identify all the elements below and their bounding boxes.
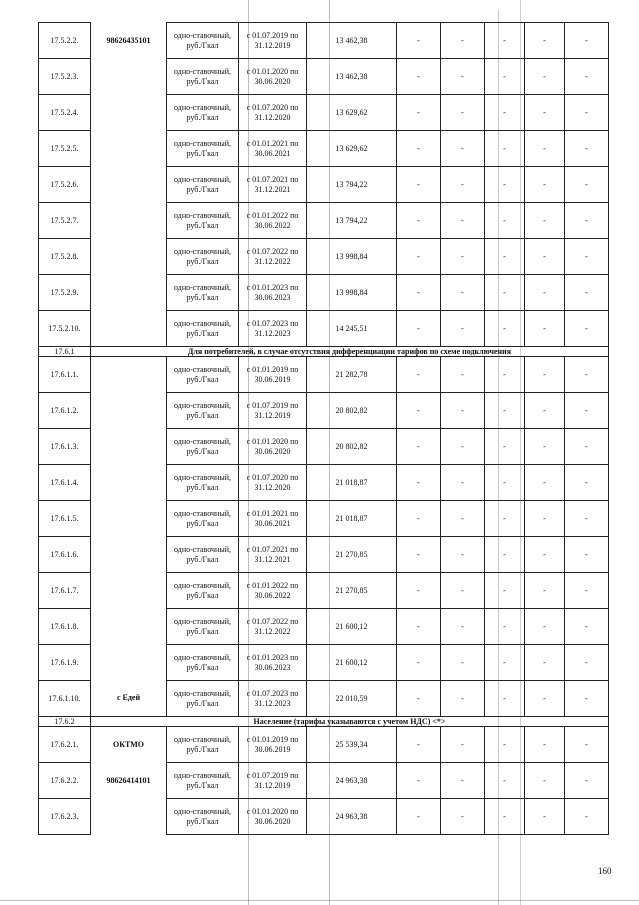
- tariff-type-cell: одно-ставочный, руб./Гкал: [167, 609, 239, 645]
- empty-value-cell: -: [397, 203, 441, 239]
- section-title-cell: Население (тарифы указываются с учетом НДС) <*>: [91, 717, 609, 727]
- empty-value-cell: -: [397, 275, 441, 311]
- period-cell: с 01.01.2021 по 30.06.2021: [239, 131, 307, 167]
- org-cell: [91, 203, 167, 239]
- tariff-type-cell: одно-ставочный, руб./Гкал: [167, 239, 239, 275]
- empty-value-cell: -: [565, 357, 609, 393]
- row-number-cell: 17.6.1.6.: [39, 537, 91, 573]
- empty-value-cell: -: [525, 131, 565, 167]
- period-cell: с 01.07.2021 по 31.12.2021: [239, 537, 307, 573]
- empty-value-cell: -: [565, 311, 609, 347]
- org-cell: [91, 239, 167, 275]
- empty-value-cell: -: [525, 311, 565, 347]
- table-row: [39, 465, 609, 501]
- tariff-type-cell: одно-ставочный, руб./Гкал: [167, 465, 239, 501]
- price-cell: 21 018,87: [307, 465, 397, 501]
- table-row: [39, 609, 609, 645]
- empty-value-cell: -: [485, 727, 525, 763]
- empty-value-cell: -: [441, 645, 485, 681]
- empty-value-cell: -: [485, 167, 525, 203]
- empty-value-cell: -: [565, 275, 609, 311]
- page-number: 160: [598, 866, 612, 876]
- empty-value-cell: -: [397, 23, 441, 59]
- org-cell: [91, 799, 167, 835]
- empty-value-cell: -: [485, 59, 525, 95]
- tariff-type-cell: одно-ставочный, руб./Гкал: [167, 573, 239, 609]
- org-cell: [91, 501, 167, 537]
- org-cell: [91, 275, 167, 311]
- empty-value-cell: -: [565, 645, 609, 681]
- empty-value-cell: -: [441, 501, 485, 537]
- table-row: [39, 203, 609, 239]
- empty-value-cell: -: [565, 203, 609, 239]
- empty-value-cell: -: [565, 573, 609, 609]
- empty-value-cell: -: [565, 393, 609, 429]
- price-cell: 20 802,82: [307, 429, 397, 465]
- empty-value-cell: -: [397, 763, 441, 799]
- empty-value-cell: -: [525, 59, 565, 95]
- empty-value-cell: -: [441, 131, 485, 167]
- period-cell: с 01.07.2022 по 31.12.2022: [239, 239, 307, 275]
- period-cell: с 01.07.2019 по 31.12.2019: [239, 763, 307, 799]
- org-cell: [91, 609, 167, 645]
- table-row: [39, 501, 609, 537]
- empty-value-cell: -: [397, 681, 441, 717]
- period-cell: с 01.01.2022 по 30.06.2022: [239, 203, 307, 239]
- row-number-cell: 17.6.2.3.: [39, 799, 91, 835]
- empty-value-cell: -: [525, 203, 565, 239]
- org-cell: [91, 311, 167, 347]
- empty-value-cell: -: [525, 645, 565, 681]
- empty-value-cell: -: [441, 95, 485, 131]
- empty-value-cell: -: [525, 239, 565, 275]
- empty-value-cell: -: [441, 609, 485, 645]
- row-number-cell: 17.5.2.5.: [39, 131, 91, 167]
- tariff-type-cell: одно-ставочный, руб./Гкал: [167, 537, 239, 573]
- price-cell: 13 462,38: [307, 23, 397, 59]
- empty-value-cell: -: [485, 311, 525, 347]
- empty-value-cell: -: [485, 763, 525, 799]
- period-cell: с 01.07.2019 по 31.12.2019: [239, 393, 307, 429]
- table-row: [39, 393, 609, 429]
- row-number-cell: 17.5.2.10.: [39, 311, 91, 347]
- row-number-cell: 17.6.2.2.: [39, 763, 91, 799]
- empty-value-cell: -: [397, 537, 441, 573]
- empty-value-cell: -: [441, 239, 485, 275]
- row-number-cell: 17.6.1.5.: [39, 501, 91, 537]
- empty-value-cell: -: [525, 501, 565, 537]
- empty-value-cell: -: [397, 131, 441, 167]
- price-cell: 13 462,38: [307, 59, 397, 95]
- period-cell: с 01.01.2019 по 30.06.2019: [239, 727, 307, 763]
- price-cell: 20 802,82: [307, 393, 397, 429]
- price-cell: 21 600,12: [307, 645, 397, 681]
- price-cell: 13 794,22: [307, 203, 397, 239]
- table-row: [39, 23, 609, 59]
- empty-value-cell: -: [441, 275, 485, 311]
- empty-value-cell: -: [525, 23, 565, 59]
- empty-value-cell: -: [441, 763, 485, 799]
- table-row: [39, 537, 609, 573]
- period-cell: с 01.07.2021 по 31.12.2021: [239, 167, 307, 203]
- row-number-cell: 17.6.1.9.: [39, 645, 91, 681]
- table-row: [39, 727, 609, 763]
- scan-artifact-edge: [0, 900, 639, 901]
- empty-value-cell: -: [525, 763, 565, 799]
- period-cell: с 01.01.2020 по 30.06.2020: [239, 59, 307, 95]
- empty-value-cell: -: [397, 465, 441, 501]
- empty-value-cell: -: [485, 393, 525, 429]
- row-number-cell: 17.6.1.7.: [39, 573, 91, 609]
- period-cell: с 01.07.2020 по 31.12.2020: [239, 465, 307, 501]
- row-number-cell: 17.5.2.3.: [39, 59, 91, 95]
- org-cell: 98626435101: [91, 23, 167, 59]
- empty-value-cell: -: [441, 537, 485, 573]
- tariff-type-cell: одно-ставочный, руб./Гкал: [167, 501, 239, 537]
- table-row: [39, 59, 609, 95]
- table-row: [39, 275, 609, 311]
- empty-value-cell: -: [485, 429, 525, 465]
- empty-value-cell: -: [485, 573, 525, 609]
- empty-value-cell: -: [485, 799, 525, 835]
- price-cell: 21 282,78: [307, 357, 397, 393]
- empty-value-cell: -: [397, 609, 441, 645]
- empty-value-cell: -: [485, 609, 525, 645]
- row-number-cell: 17.6.1.10.: [39, 681, 91, 717]
- org-cell: [91, 465, 167, 501]
- empty-value-cell: -: [441, 393, 485, 429]
- empty-value-cell: -: [441, 23, 485, 59]
- empty-value-cell: -: [441, 429, 485, 465]
- empty-value-cell: -: [485, 501, 525, 537]
- section-number-cell: 17.6.2: [39, 717, 91, 727]
- empty-value-cell: -: [525, 465, 565, 501]
- empty-value-cell: -: [485, 95, 525, 131]
- org-cell: [91, 95, 167, 131]
- table-row: [39, 429, 609, 465]
- period-cell: с 01.07.2023 по 31.12.2023: [239, 311, 307, 347]
- tariff-type-cell: одно-ставочный, руб./Гкал: [167, 727, 239, 763]
- empty-value-cell: -: [397, 95, 441, 131]
- empty-value-cell: -: [441, 799, 485, 835]
- org-cell: [91, 573, 167, 609]
- empty-value-cell: -: [485, 239, 525, 275]
- period-cell: с 01.07.2023 по 31.12.2023: [239, 681, 307, 717]
- empty-value-cell: -: [525, 357, 565, 393]
- table-row: [39, 357, 609, 393]
- empty-value-cell: -: [397, 357, 441, 393]
- price-cell: 21 600,12: [307, 609, 397, 645]
- tariff-type-cell: одно-ставочный, руб./Гкал: [167, 59, 239, 95]
- empty-value-cell: -: [525, 537, 565, 573]
- period-cell: с 01.01.2021 по 30.06.2021: [239, 501, 307, 537]
- empty-value-cell: -: [565, 131, 609, 167]
- table-row: [39, 95, 609, 131]
- empty-value-cell: -: [565, 537, 609, 573]
- org-cell: [91, 59, 167, 95]
- empty-value-cell: -: [441, 573, 485, 609]
- empty-value-cell: -: [485, 23, 525, 59]
- empty-value-cell: -: [441, 203, 485, 239]
- empty-value-cell: -: [485, 465, 525, 501]
- empty-value-cell: -: [485, 645, 525, 681]
- table-row: [39, 167, 609, 203]
- empty-value-cell: -: [525, 429, 565, 465]
- price-cell: 14 245,51: [307, 311, 397, 347]
- price-cell: 25 539,34: [307, 727, 397, 763]
- empty-value-cell: -: [397, 573, 441, 609]
- empty-value-cell: -: [397, 167, 441, 203]
- empty-value-cell: -: [441, 465, 485, 501]
- price-cell: 21 270,85: [307, 537, 397, 573]
- row-number-cell: 17.5.2.4.: [39, 95, 91, 131]
- org-cell: [91, 429, 167, 465]
- period-cell: с 01.01.2019 по 30.06.2019: [239, 357, 307, 393]
- scan-artifact-line: [498, 10, 499, 905]
- table-row: [39, 131, 609, 167]
- table-row: [39, 573, 609, 609]
- empty-value-cell: -: [565, 59, 609, 95]
- tariff-table-body: [39, 23, 609, 835]
- scan-artifact-line: [520, 0, 521, 905]
- empty-value-cell: -: [525, 275, 565, 311]
- price-cell: 13 998,84: [307, 275, 397, 311]
- tariff-type-cell: одно-ставочный, руб./Гкал: [167, 799, 239, 835]
- empty-value-cell: -: [485, 131, 525, 167]
- org-cell: [91, 167, 167, 203]
- price-cell: 13 629,62: [307, 131, 397, 167]
- scan-artifact-line: [329, 0, 330, 905]
- tariff-type-cell: одно-ставочный, руб./Гкал: [167, 275, 239, 311]
- scan-artifact-line: [248, 0, 249, 905]
- empty-value-cell: -: [565, 239, 609, 275]
- empty-value-cell: -: [565, 429, 609, 465]
- section-title-cell: Для потребителей, в случае отсутствия дифференциации тарифов по схеме подключения: [91, 347, 609, 357]
- period-cell: с 01.01.2020 по 30.06.2020: [239, 799, 307, 835]
- section-number-cell: 17.6.1: [39, 347, 91, 357]
- period-cell: с 01.01.2023 по 30.06.2023: [239, 275, 307, 311]
- tariff-type-cell: одно-ставочный, руб./Гкал: [167, 357, 239, 393]
- empty-value-cell: -: [565, 799, 609, 835]
- row-number-cell: 17.6.2.1.: [39, 727, 91, 763]
- empty-value-cell: -: [525, 167, 565, 203]
- row-number-cell: 17.6.1.1.: [39, 357, 91, 393]
- row-number-cell: 17.6.1.3.: [39, 429, 91, 465]
- row-number-cell: 17.6.1.2.: [39, 393, 91, 429]
- period-cell: с 01.01.2023 по 30.06.2023: [239, 645, 307, 681]
- section-row: [39, 347, 609, 357]
- tariff-type-cell: одно-ставочный, руб./Гкал: [167, 203, 239, 239]
- price-cell: 21 018,87: [307, 501, 397, 537]
- tariff-type-cell: одно-ставочный, руб./Гкал: [167, 311, 239, 347]
- tariff-type-cell: одно-ставочный, руб./Гкал: [167, 131, 239, 167]
- org-cell: с Едей: [91, 681, 167, 717]
- empty-value-cell: -: [485, 275, 525, 311]
- empty-value-cell: -: [485, 203, 525, 239]
- org-cell: [91, 357, 167, 393]
- empty-value-cell: -: [441, 59, 485, 95]
- empty-value-cell: -: [397, 393, 441, 429]
- empty-value-cell: -: [565, 465, 609, 501]
- empty-value-cell: -: [397, 727, 441, 763]
- row-number-cell: 17.5.2.6.: [39, 167, 91, 203]
- period-cell: с 01.01.2020 по 30.06.2020: [239, 429, 307, 465]
- empty-value-cell: -: [525, 393, 565, 429]
- empty-value-cell: -: [565, 727, 609, 763]
- tariff-table-page: [38, 22, 608, 835]
- row-number-cell: 17.5.2.2.: [39, 23, 91, 59]
- org-cell: [91, 537, 167, 573]
- empty-value-cell: -: [397, 645, 441, 681]
- price-cell: 13 629,62: [307, 95, 397, 131]
- price-cell: 24 963,38: [307, 763, 397, 799]
- org-cell: 98626414101: [91, 763, 167, 799]
- org-cell: [91, 393, 167, 429]
- table-row: [39, 239, 609, 275]
- row-number-cell: 17.5.2.7.: [39, 203, 91, 239]
- price-cell: 24 963,38: [307, 799, 397, 835]
- empty-value-cell: -: [565, 501, 609, 537]
- tariff-type-cell: одно-ставочный, руб./Гкал: [167, 393, 239, 429]
- period-cell: с 01.07.2022 по 31.12.2022: [239, 609, 307, 645]
- empty-value-cell: -: [441, 311, 485, 347]
- empty-value-cell: -: [397, 239, 441, 275]
- empty-value-cell: -: [397, 799, 441, 835]
- price-cell: 13 794,22: [307, 167, 397, 203]
- empty-value-cell: -: [397, 429, 441, 465]
- empty-value-cell: -: [525, 609, 565, 645]
- empty-value-cell: -: [441, 167, 485, 203]
- row-number-cell: 17.6.1.8.: [39, 609, 91, 645]
- empty-value-cell: -: [441, 727, 485, 763]
- table-row: [39, 763, 609, 799]
- tariff-type-cell: одно-ставочный, руб./Гкал: [167, 167, 239, 203]
- empty-value-cell: -: [565, 23, 609, 59]
- empty-value-cell: -: [565, 609, 609, 645]
- empty-value-cell: -: [397, 59, 441, 95]
- table-row: [39, 645, 609, 681]
- row-number-cell: 17.5.2.8.: [39, 239, 91, 275]
- period-cell: с 01.07.2020 по 31.12.2020: [239, 95, 307, 131]
- org-cell: [91, 131, 167, 167]
- period-cell: с 01.01.2022 по 30.06.2022: [239, 573, 307, 609]
- section-row: [39, 717, 609, 727]
- empty-value-cell: -: [565, 167, 609, 203]
- price-cell: 13 998,84: [307, 239, 397, 275]
- empty-value-cell: -: [485, 681, 525, 717]
- empty-value-cell: -: [565, 95, 609, 131]
- table-row: [39, 681, 609, 717]
- empty-value-cell: -: [397, 501, 441, 537]
- table-row: [39, 799, 609, 835]
- tariff-type-cell: одно-ставочный, руб./Гкал: [167, 23, 239, 59]
- empty-value-cell: -: [565, 763, 609, 799]
- tariff-table: [38, 22, 609, 835]
- org-cell: [91, 645, 167, 681]
- period-cell: с 01.07.2019 по 31.12.2019: [239, 23, 307, 59]
- empty-value-cell: -: [525, 727, 565, 763]
- empty-value-cell: -: [485, 537, 525, 573]
- tariff-type-cell: одно-ставочный, руб./Гкал: [167, 681, 239, 717]
- price-cell: 21 270,85: [307, 573, 397, 609]
- tariff-type-cell: одно-ставочный, руб./Гкал: [167, 645, 239, 681]
- tariff-type-cell: одно-ставочный, руб./Гкал: [167, 429, 239, 465]
- empty-value-cell: -: [565, 681, 609, 717]
- empty-value-cell: -: [525, 799, 565, 835]
- empty-value-cell: -: [397, 311, 441, 347]
- row-number-cell: 17.5.2.9.: [39, 275, 91, 311]
- empty-value-cell: -: [525, 573, 565, 609]
- empty-value-cell: -: [441, 681, 485, 717]
- empty-value-cell: -: [525, 681, 565, 717]
- tariff-type-cell: одно-ставочный, руб./Гкал: [167, 763, 239, 799]
- price-cell: 22 010,59: [307, 681, 397, 717]
- tariff-type-cell: одно-ставочный, руб./Гкал: [167, 95, 239, 131]
- org-cell: ОКТМО: [91, 727, 167, 763]
- empty-value-cell: -: [485, 357, 525, 393]
- row-number-cell: 17.6.1.4.: [39, 465, 91, 501]
- table-row: [39, 311, 609, 347]
- empty-value-cell: -: [525, 95, 565, 131]
- empty-value-cell: -: [441, 357, 485, 393]
